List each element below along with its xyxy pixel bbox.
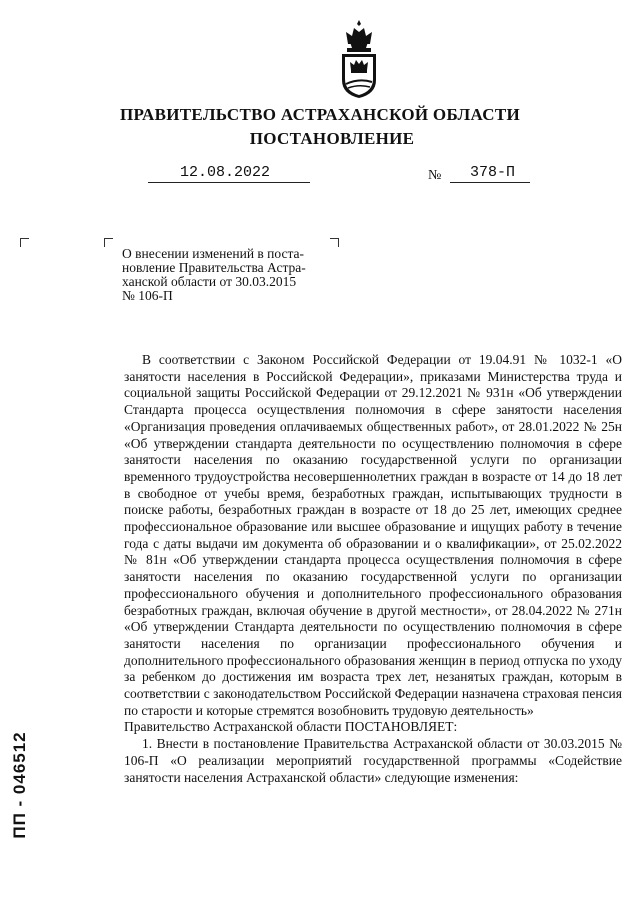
serial-number: ПП - 046512 (10, 731, 29, 839)
subject-line: ханской области от 30.03.2015 (122, 274, 297, 289)
subject-block (122, 247, 334, 303)
date-underline (148, 182, 310, 183)
margin-corner-mark (20, 238, 29, 247)
body-paragraph-preamble: В соответствии с Законом Российской Федерации от 19.04.91 № 1032-1 «О занятости населения в Российской Федерации», приказами Министерства труда и социальной защиты Российской Федерации от 29.12.2021 № 931н «Об утверждении Стандарта процесса осуществления полномочия в сфере занятости населения «Организация проведения оплачиваемых общественных работ», от 28.01.2022 № 25н «Об утверждении стандарта деятельности по осуществлению полномочия в сфере занятости населения по оказанию государственной услуги по организации временного трудоустройства несовершеннолетних граждан в возрасте от 14 до 18 лет в свободное от учебы время, безработных граждан, испытывающих трудности в поиске работы, безработных граждан в возрасте от 18 до 25 лет, имеющих среднее профессиональное образование или высшее образование и ищущих работу в течение года с даты выдачи им документа об образовании и о квалификации», от 25.02.2022 № 81н «Об утверждении стандарта процесса осуществления полномочия в сфере занятости населения по оказанию государственной услуги по организации профессионального обучения и дополнительного профессионального образования безработных граждан, включая обучение в другой местности», от 28.04.2022 № 271н «Об утверждении Стандарта деятельности по осуществлению полномочия в сфере занятости населения по организации профессионального обучения и дополнительного профессионального образования женщин в период отпуска по уходу за ребенком до достижения им возраста трех лет, незанятых граждан, которым в соответствии с законодательством Российской Федерации назначена страховая пенсия по старости и которые стремятся возобновить трудовую деятельность» (124, 352, 622, 718)
document-body (124, 352, 622, 786)
doc-date: 12.08.2022 (180, 164, 271, 181)
side-serial-stamp (9, 705, 31, 865)
subject-line: новление Правительства Астра- (122, 260, 306, 275)
subject-line: № 106-П (122, 288, 173, 303)
org-name: ПРАВИТЕЛЬСТВО АСТРАХАНСКОЙ ОБЛАСТИ (120, 105, 520, 124)
body-paragraph-decree: Правительство Астраханской области ПОСТАНОВЛЯЕТ: (124, 719, 458, 735)
number-sign: № (428, 168, 442, 183)
number-underline (450, 182, 530, 183)
subject-line: О внесении изменений в поста- (122, 246, 305, 261)
subject-corner-left (104, 238, 113, 247)
subject-corner-right (330, 238, 339, 247)
doc-number: 378-П (470, 164, 516, 181)
coat-of-arms-icon (334, 18, 384, 100)
doc-type-title: ПОСТАНОВЛЕНИЕ (249, 129, 415, 148)
body-paragraph-item-1: 1. Внести в постановление Правительства Астраханской области от 30.03.2015 № 106-П «О реализации мероприятий государственной программы «Содействие занятости населения Астраханской области» следующие изменения: (124, 736, 622, 785)
